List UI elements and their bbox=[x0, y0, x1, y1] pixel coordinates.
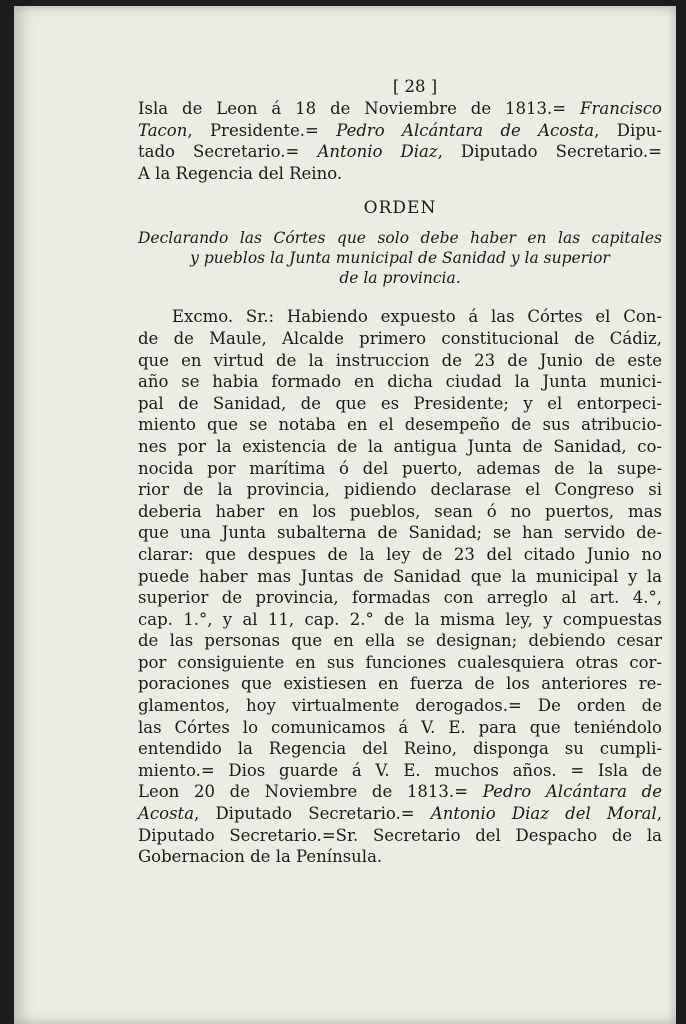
body-line: que una Junta subalterna de Sanidad; se han servido de- bbox=[138, 523, 662, 543]
page-text bbox=[138, 76, 662, 868]
body-line: nes por la existencia de la antigua Junta de Sanidad, co- bbox=[138, 436, 662, 456]
body-line: miento que se notaba en el desempeño de sus atribucio- bbox=[138, 415, 662, 435]
body-line: pal de Sanidad, de que es Presidente; y el entorpeci- bbox=[138, 393, 662, 413]
body-line: poraciones que existiesen en fuerza de los anteriores re- bbox=[138, 674, 662, 694]
body-line: cap. 1.°, y al 11, cap. 2.° de la misma ley, y compuestas bbox=[138, 609, 662, 629]
book-page bbox=[14, 6, 676, 1024]
closing-line: Leon 20 de Noviembre de 1813.= Pedro Alcántara de bbox=[138, 782, 662, 802]
body-line: Excmo. Sr.: Habiendo expuesto á las Córtes el Con- bbox=[172, 307, 662, 327]
body-line: por consiguiente en sus funciones cualesquiera otras cor- bbox=[138, 652, 662, 672]
intro-line: A la Regencia del Reino. bbox=[138, 163, 343, 183]
body-line: de de Maule, Alcalde primero constitucional de Cádiz, bbox=[138, 328, 662, 348]
body-line: año se habia formado en dicha ciudad la Junta munici- bbox=[138, 372, 662, 392]
body-line: deberia haber en los pueblos, sean ó no puertos, mas bbox=[138, 501, 662, 521]
order-body bbox=[138, 306, 662, 867]
intro-line: Tacon, Presidente.= Pedro Alcántara de Acosta, Dipu- bbox=[138, 120, 662, 140]
summary-line: Declarando las Córtes que solo debe haber en las capitales bbox=[138, 229, 662, 248]
closing-line: Gobernacion de la Península. bbox=[138, 847, 383, 867]
body-line: miento.= Dios guarde á V. E. muchos años. = Isla de bbox=[138, 760, 662, 780]
body-line: nocida por marítima ó del puerto, ademas de la supe- bbox=[138, 458, 662, 478]
body-line: rior de la provincia, pidiendo declarase el Congreso si bbox=[138, 480, 662, 500]
body-line: clarar: que despues de la ley de 23 del citado Junio no bbox=[138, 544, 662, 564]
body-line: entendido la Regencia del Reino, disponga su cumpli- bbox=[138, 739, 662, 759]
closing-line: Diputado Secretario.=Sr. Secretario del Despacho de la bbox=[138, 825, 662, 845]
closing-line: Acosta, Diputado Secretario.= Antonio Diaz del Moral, bbox=[138, 804, 662, 824]
body-line: de las personas que en ella se designan; debiendo cesar bbox=[138, 631, 662, 651]
body-line: puede haber mas Juntas de Sanidad que la municipal y la bbox=[138, 566, 662, 586]
intro-block bbox=[138, 98, 662, 184]
section-heading: ORDEN bbox=[363, 198, 437, 219]
body-line: las Córtes lo comunicamos á V. E. para que teniéndolo bbox=[138, 717, 662, 737]
summary-line: de la provincia. bbox=[339, 269, 461, 288]
body-line: que en virtud de la instruccion de 23 de Junio de este bbox=[138, 350, 662, 370]
body-line: superior de provincia, formadas con arreglo al art. 4.°, bbox=[138, 588, 662, 608]
intro-line: tado Secretario.= Antonio Diaz, Diputado Secretario.= bbox=[138, 142, 662, 162]
page-number: [ 28 ] bbox=[392, 77, 438, 96]
summary-line: y pueblos la Junta municipal de Sanidad y la superior bbox=[190, 249, 610, 268]
body-line: glamentos, hoy virtualmente derogados.= De orden de bbox=[138, 696, 662, 716]
order-summary bbox=[138, 228, 662, 288]
intro-line: Isla de Leon á 18 de Noviembre de 1813.= Francisco bbox=[138, 99, 662, 118]
